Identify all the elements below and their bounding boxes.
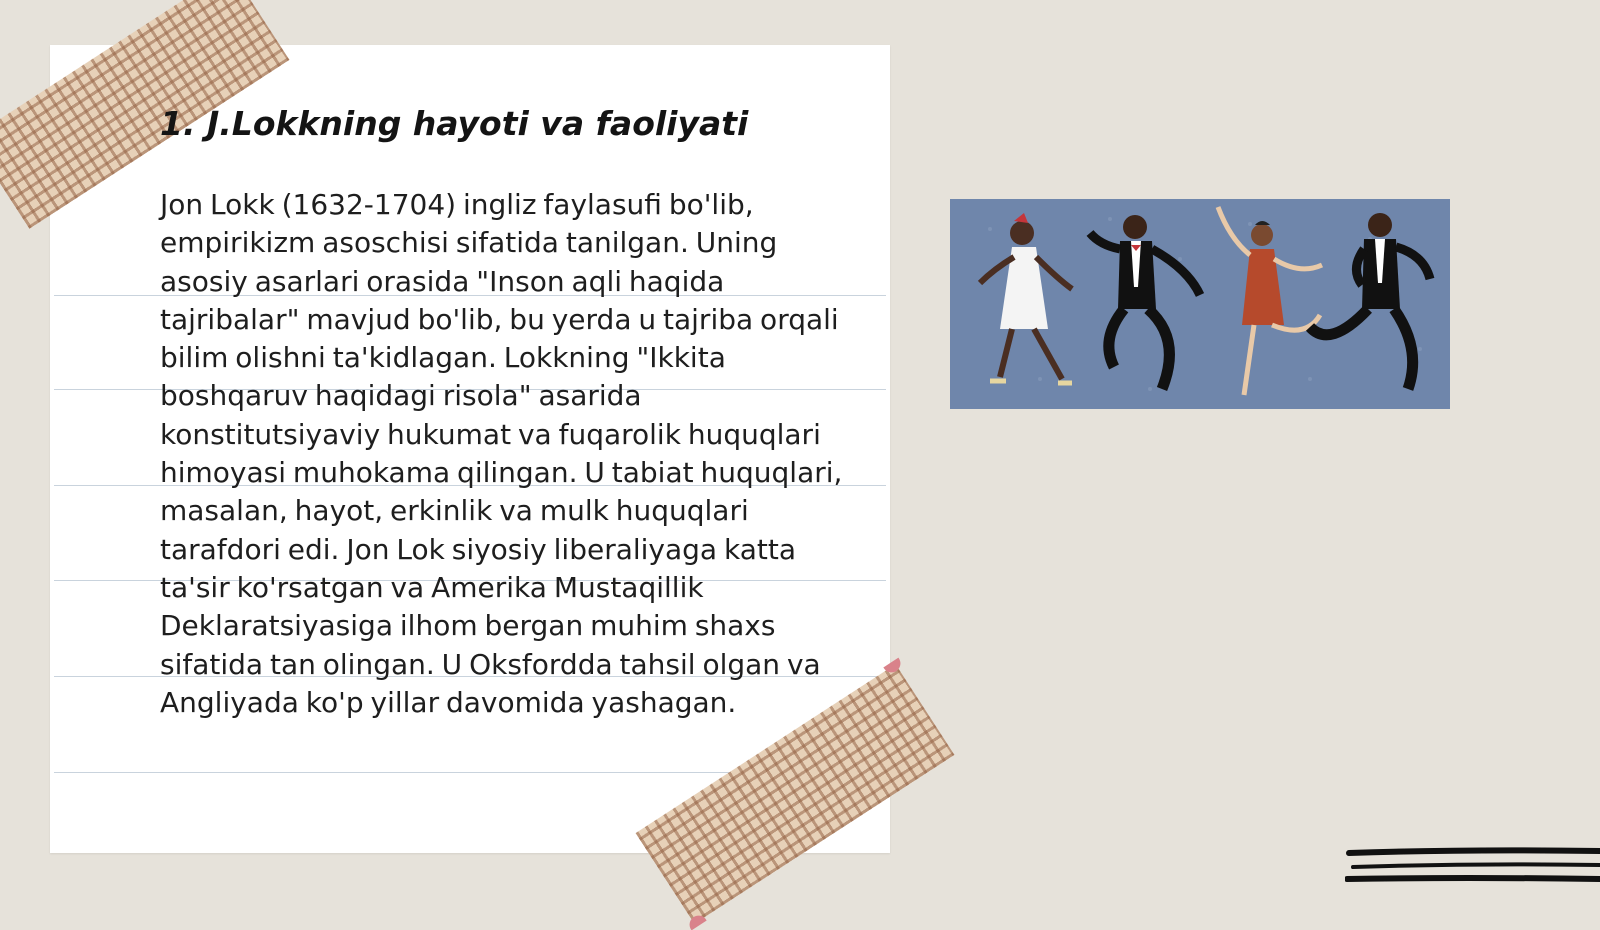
slide-heading: 1. J.Lokkning hayoti va faoliyati (160, 104, 749, 143)
dancing-couples-illustration (950, 199, 1450, 409)
dancers-icon (950, 199, 1450, 409)
slide-body-text: Jon Lokk (1632-1704) ingliz faylasufi bo'lib, empirikizm asoschisi sifatida tanilgan. Uning asosiy asarlari orasida "Inson aqli haqida tajribalar" mavjud bo'lib, bu yerda u tajriba orqali bilim olishni ta'kidlagan. Lokkning "Ikkita boshqaruv haqidagi risola" asarida konstitutsiyaviy hukumat va fuqarolik huquqlari himoyasi muhokama qilingan. U tabiat huquqlari, masalan, hayot, erkinlik va mulk huquqlari tarafdori edi. Jon Lok siyosiy liberaliyaga katta ta'sir ko'rsatgan va Amerika Mustaqillik Deklaratsiyasiga ilhom bergan muhim shaxs sifatida tan olingan. U Oksfordda tahsil olgan va Angliyada ko'p yillar davomida yashagan. (160, 188, 843, 719)
tape-end (686, 912, 707, 930)
brush-stroke-lines-icon (1345, 845, 1600, 895)
